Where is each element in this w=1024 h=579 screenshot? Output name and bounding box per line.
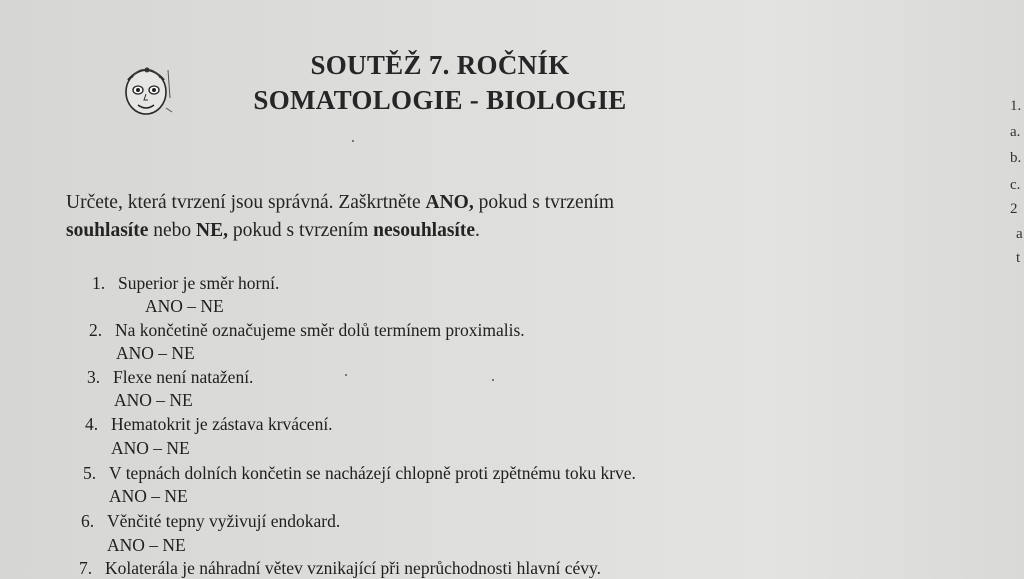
margin-mark: 1. — [1010, 98, 1022, 114]
answer-options[interactable]: ANO – NE — [107, 535, 186, 555]
paper-speck — [345, 374, 347, 376]
margin-mark: 2 — [1010, 201, 1018, 217]
page-title: SOUTĚŽ 7. ROČNÍK — [310, 50, 570, 80]
margin-mark: a — [1016, 226, 1023, 242]
instructions-line-1: Určete, která tvrzení jsou správná. Zaškrtněte ANO, pokud s tvrzením — [66, 192, 615, 213]
answer-options[interactable]: ANO – NE — [114, 390, 193, 410]
margin-mark: c. — [1010, 177, 1021, 193]
margin-mark: a. — [1010, 124, 1021, 140]
paper-speck — [352, 140, 354, 142]
question-item: 2. Na končetině označujeme směr dolů termínem proximalis. — [89, 320, 525, 340]
margin-mark: b. — [1010, 150, 1022, 166]
question-item: 1. Superior je směr horní. — [92, 273, 280, 293]
margin-mark: t — [1016, 250, 1021, 266]
page-subtitle: SOMATOLOGIE - BIOLOGIE — [253, 85, 627, 115]
answer-options[interactable]: ANO – NE — [109, 486, 188, 506]
question-item: 3. Flexe není natažení. — [87, 367, 254, 387]
answer-options[interactable]: ANO – NE — [145, 296, 224, 316]
question-item: 6. Věnčité tepny vyživují endokard. — [81, 511, 341, 531]
question-item: 7. Kolaterála je náhradní větev vznikající při neprůchodnosti hlavní cévy. — [79, 558, 601, 578]
question-item: 4. Hematokrit je zástava krvácení. — [85, 414, 333, 434]
paper-speck — [492, 379, 494, 381]
answer-options[interactable]: ANO – NE — [111, 438, 190, 458]
question-item: 5. V tepnách dolních končetin se nacházejí chlopně proti zpětnému toku krve. — [83, 463, 636, 483]
answer-options[interactable]: ANO – NE — [116, 343, 195, 363]
instructions-line-2: souhlasíte nebo NE, pokud s tvrzením nesouhlasíte. — [66, 220, 480, 241]
